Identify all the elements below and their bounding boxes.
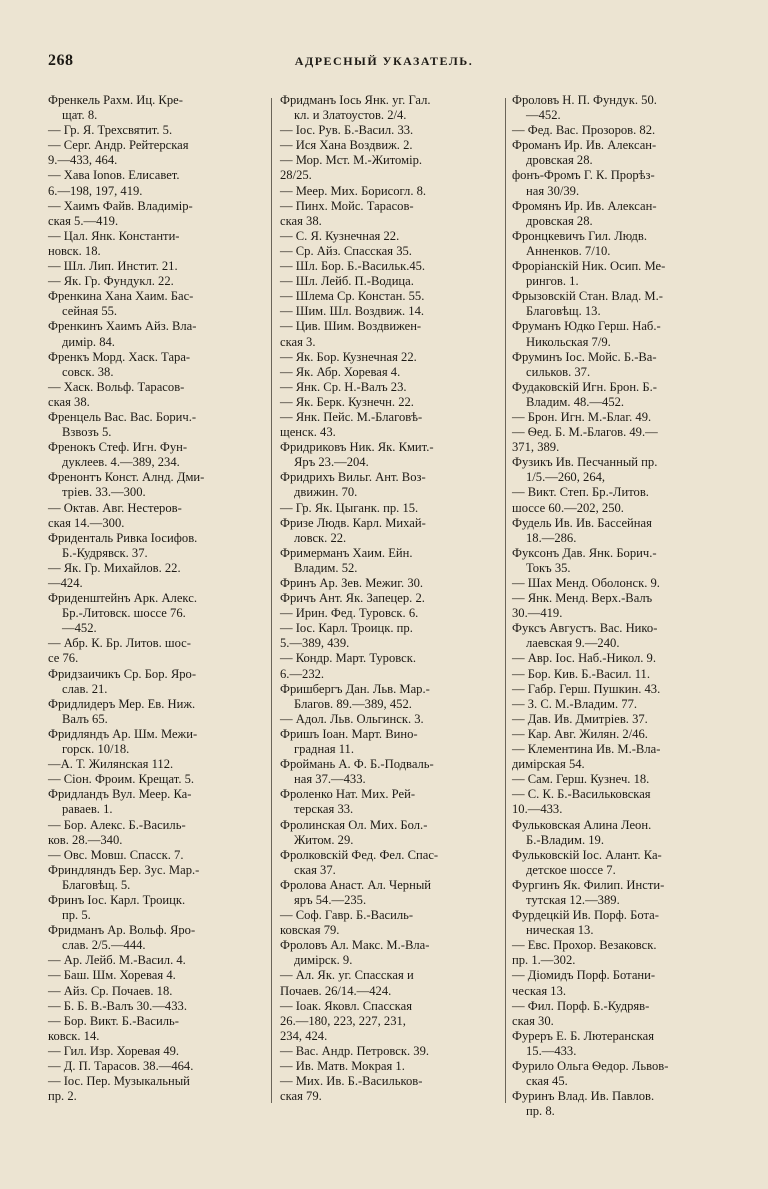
directory-sub-entry: — Овс. Мовш. Спасск. 7.	[48, 847, 184, 862]
directory-sub-entry: — Шим. Шл. Воздвиж. 14.	[280, 304, 425, 319]
directory-entry: Фридриковъ Ник. Як. Кмит.- Яръ 23.—204.	[280, 440, 434, 470]
directory-sub-entry: — Іоак. Яковл. Спасская 26.—180, 223, 227, 231, 234, 424.	[280, 998, 412, 1043]
directory-sub-entry: —А. Т. Жилянская 112.	[48, 757, 174, 772]
directory-entry: Фридманъ Ар. Вольф. Яро- слав. 2/5.—444.	[48, 923, 196, 953]
directory-entry: Фридландъ Вул. Меер. Ка- раваев. 1.	[48, 787, 192, 817]
directory-entry: Фурило Ольга Ѳедор. Львов- ская 45.	[512, 1059, 669, 1089]
directory-sub-entry: — С. Я. Кузнечная 22.	[280, 228, 400, 243]
directory-entry: Фридманъ Іось Янк. уг. Гал. кл. и Златоустов. 2/4.	[280, 93, 431, 123]
directory-entry: Френкина Хана Хаим. Бас- сейная 55.	[48, 289, 194, 319]
directory-sub-entry: — Сам. Герш. Кузнеч. 18.	[512, 772, 650, 787]
directory-entry: Фролинская Ол. Мих. Бол.- Житом. 29.	[280, 817, 428, 847]
directory-sub-entry: — З. С. М.-Владим. 77.	[512, 696, 638, 711]
directory-entry: Фриденштейнъ Арк. Алекс. Бр.-Литовск. шоссе 76. —452.	[48, 591, 197, 636]
directory-sub-entry: — Айз. Ср. Почаев. 18.	[48, 983, 173, 998]
directory-entry: Фридляндъ Ар. Шм. Межи- горск. 10/18.	[48, 726, 198, 757]
directory-entry: Фуринъ Влад. Ив. Павлов. пр. 8.	[512, 1089, 655, 1119]
directory-entry: Фроманъ Ир. Ив. Алексан- дровская 28.	[512, 138, 657, 168]
directory-entry: Фриндляндъ Бер. Зус. Мар.- Благовѣщ. 5.	[48, 862, 200, 892]
directory-sub-entry: — Брон. Игн. М.-Благ. 49.	[512, 409, 652, 424]
directory-entry: Фульковскій Іос. Алант. Ка- детское шоссе 7.	[512, 847, 662, 877]
directory-sub-entry: — Шл. Лип. Инстит. 21.	[48, 259, 178, 274]
directory-sub-entry: — Фил. Порф. Б.-Кудряв- ская 30.	[512, 998, 650, 1028]
directory-sub-entry: — Кар. Авг. Жилян. 2/46.	[512, 726, 648, 741]
column-2	[280, 93, 496, 1104]
directory-sub-entry: — Октав. Авг. Нестеров- ская 14.—300.	[48, 500, 182, 530]
directory-sub-entry: — Гр. Я. Трехсвятит. 5.	[48, 123, 173, 138]
column-divider	[505, 98, 506, 1103]
directory-sub-entry: — Д. П. Тарасов. 38.—464.	[48, 1059, 194, 1073]
directory-sub-entry: — Цал. Янк. Константи- новск. 18.	[48, 228, 180, 258]
directory-entry: Фуреръ Е. Б. Лютеранская 15.—433.	[512, 1028, 655, 1058]
directory-sub-entry: — Янк. Ср. Н.-Валъ 23.	[280, 379, 407, 394]
directory-sub-entry: — Янк. Пейс. М.-Благовѣ- щенск. 43.	[280, 409, 423, 440]
directory-sub-entry: — Хава Іоnов. Елисавет. 6.—198, 197, 419.	[48, 168, 180, 198]
directory-entry: Фридзаичикъ Ср. Бор. Яро- слав. 21.	[48, 666, 197, 696]
directory-sub-entry: — Баш. Шм. Хоревая 4.	[48, 968, 176, 983]
directory-sub-entry: — Як. Бор. Кузнечная 22.	[280, 349, 417, 364]
column-3	[512, 93, 730, 1119]
directory-sub-entry: — Серг. Андр. Рейтерская 9.—433, 464.	[48, 138, 189, 168]
directory-entry: Фургинъ Як. Филип. Инсти- тутская 12.—389.	[512, 877, 665, 907]
directory-entry: Фрызовскій Стан. Влад. М.- Благовѣщ. 13.	[512, 289, 663, 319]
directory-entry: Фроленко Нат. Мих. Рей- терская 33.	[280, 787, 416, 817]
directory-entry: Фромянъ Ир. Ив. Алексан- дровская 28.	[512, 198, 657, 228]
directory-sub-entry: — Хаск. Вольф. Тарасов- ская 38.	[48, 379, 185, 409]
directory-sub-entry: — Ив. Матв. Мокрая 1.	[280, 1059, 405, 1073]
directory-entry: Фролова Анаст. Ал. Черный яръ 54.—235.	[280, 877, 432, 907]
directory-entry: Френцель Вас. Вас. Борич.- Взвозъ 5.	[48, 409, 197, 440]
directory-sub-entry: — Ѳед. Б. М.-Благов. 49.— 371, 389.	[512, 425, 658, 455]
directory-sub-entry: — Шл. Лейб. П.-Водица.	[280, 274, 414, 289]
column-divider	[271, 98, 272, 1103]
page-number: 268	[48, 52, 74, 69]
directory-entry: Фринъ Ар. Зев. Межиг. 30.	[280, 576, 424, 590]
directory-entry: Фурдецкій Ив. Порф. Бота- ническая 13.	[512, 908, 659, 938]
directory-sub-entry: — Ср. Айз. Спасская 35.	[280, 243, 412, 258]
directory-entry: Фримерманъ Хаим. Ейн. Владим. 52.	[280, 545, 413, 575]
directory-sub-entry: — Габр. Герш. Пушкин. 43.	[512, 681, 661, 696]
directory-entry: Френонтъ Конст. Алнд. Дми- тріев. 33.—300.	[48, 470, 205, 500]
directory-sub-entry: — Пинх. Мойс. Тарасов- ская 38.	[280, 198, 414, 228]
directory-entry: Фришбергъ Дан. Льв. Мар.- Благов. 89.—389, 452.	[280, 681, 430, 711]
directory-sub-entry: — Як. Берк. Кузнечн. 22.	[280, 394, 414, 409]
directory-entry: Фруминъ Іос. Мойс. Б.-Ва- сильков. 37.	[512, 349, 657, 379]
directory-entry: Фуксонъ Дав. Янк. Борич.- Токъ 35.	[512, 545, 657, 575]
directory-sub-entry: — Кондр. Март. Туровск. 6.—232.	[280, 651, 417, 681]
directory-sub-entry: — Б. Б. В.-Валъ 30.—433.	[48, 998, 187, 1013]
directory-sub-entry: — Іос. Пер. Музыкальный пр. 2.	[48, 1074, 190, 1104]
directory-entry: Фришъ Іоан. Март. Вино- градная 11.	[280, 726, 418, 757]
directory-sub-entry: — Іос. Карл. Троицк. пр. 5.—389, 439.	[280, 621, 413, 651]
directory-entry: Фроловъ Ал. Макс. М.-Вла- димірск. 9.	[280, 938, 430, 968]
directory-sub-entry: — Ися Хана Воздвиж. 2.	[280, 138, 413, 153]
directory-sub-entry: — Бор. Викт. Б.-Василь- ковск. 14.	[48, 1013, 179, 1043]
directory-entry: Фульковская Алина Леон. Б.-Владим. 19.	[512, 817, 652, 847]
directory-sub-entry: — Адол. Льв. Ольгинск. 3.	[280, 711, 424, 726]
directory-sub-entry: — С. К. Б.-Васильковская 10.—433.	[512, 787, 651, 817]
directory-sub-entry: — Авр. Іос. Наб.-Никол. 9.	[512, 651, 656, 666]
directory-sub-entry: — Як. Гр. Фундукл. 22.	[48, 274, 174, 289]
directory-sub-entry: — Ирин. Фед. Туровск. 6.	[280, 606, 419, 621]
directory-entry: Фроловъ Н. П. Фундук. 50. —452.	[512, 93, 657, 123]
directory-sub-entry: — Евс. Прохор. Везаковск. пр. 1.—302.	[512, 938, 657, 968]
directory-sub-entry: — Абр. К. Бр. Литов. шос- се 76.	[48, 636, 191, 666]
directory-entry: Френкель Рахм. Иц. Кре- щат. 8.	[48, 93, 183, 123]
directory-sub-entry: — Ал. Як. уг. Спасская и Почаев. 26/14.—424.	[280, 968, 414, 998]
directory-entry: Фролковскій Фед. Фел. Спас- ская 37.	[280, 847, 439, 877]
directory-sub-entry: — Викт. Степ. Бр.-Литов. шоссе 60.—202, 250.	[512, 485, 649, 515]
directory-entry: Фроріанскій Ник. Осип. Ме- рингов. 1.	[512, 259, 666, 289]
directory-sub-entry: — Фед. Вас. Прозоров. 82.	[512, 123, 656, 138]
directory-sub-entry: — Хаимъ Файв. Владимір- ская 5.—419.	[48, 198, 193, 228]
directory-sub-entry: — Клементина Ив. М.-Вла- димірская 54.	[512, 742, 661, 772]
directory-entry: Фудаковскій Игн. Брон. Б.- Владим. 48.—452.	[512, 379, 657, 409]
directory-sub-entry: — Гил. Изр. Хоревая 49.	[48, 1043, 180, 1058]
directory-sub-entry: — Меер. Мих. Борисогл. 8.	[280, 183, 427, 198]
directory-entry: Френкъ Морд. Хаск. Тара- совск. 38.	[48, 349, 191, 379]
directory-entry: Фричъ Ант. Як. Запецер. 2.	[280, 591, 425, 606]
directory-entry: Френкинъ Хаимъ Айз. Вла- димір. 84.	[48, 319, 197, 349]
directory-entry: Фриденталь Ривка Іосифов. Б.-Кудрявск. 37.	[48, 530, 198, 560]
directory-sub-entry: — Шах Менд. Оболонск. 9.	[512, 576, 660, 590]
page-header: АДРЕСНЫЙ УКАЗАТЕЛЬ.	[294, 54, 474, 68]
directory-entry: Фринъ Іос. Карл. Троицк. пр. 5.	[48, 892, 186, 923]
directory-entry: фонъ-Фромъ Г. К. Прорѣз- ная 30/39.	[512, 168, 655, 198]
directory-sub-entry: — Іос. Рув. Б.-Васил. 33.	[280, 123, 414, 138]
directory-entry: Фуксъ Августъ. Вас. Нико- лаевская 9.—240.	[512, 621, 658, 651]
directory-sub-entry: — Ар. Лейб. М.-Васил. 4.	[48, 953, 186, 968]
directory-sub-entry: — Бор. Алекс. Б.-Василь- ков. 28.—340.	[48, 817, 186, 847]
directory-sub-entry: — Шлема Ср. Констан. 55.	[280, 289, 425, 304]
directory-sub-entry: — Соф. Гавр. Б.-Василь- ковская 79.	[280, 908, 414, 938]
directory-entry: Фруманъ Юдко Герш. Наб.- Никольская 7/9.	[512, 319, 661, 349]
directory-sub-entry: — Мор. Мст. М.-Житомір. 28/25.	[280, 153, 423, 183]
directory-sub-entry: — Цив. Шим. Воздвижен- ская 3.	[280, 319, 422, 349]
directory-sub-entry: — Гр. Як. Цыганк. пр. 15.	[280, 500, 419, 515]
directory-entry: Фудель Ив. Ив. Бассейная 18.—286.	[512, 515, 652, 545]
directory-sub-entry: — Діомидъ Порф. Ботани- ческая 13.	[512, 968, 656, 998]
column-1	[48, 93, 268, 1104]
directory-sub-entry: — Янк. Менд. Верх.-Валъ 30.—419.	[512, 591, 653, 621]
directory-sub-entry: — Як. Гр. Михайлов. 22. —424.	[48, 560, 181, 590]
directory-entry: Фроймань А. Ф. Б.-Подваль- ная 37.—433.	[280, 757, 434, 787]
directory-entry: Фризе Людв. Карл. Михай- ловск. 22.	[280, 515, 426, 545]
directory-entry: Фридрихъ Вильг. Ант. Воз- движин. 70.	[280, 470, 426, 500]
directory-sub-entry: — Як. Абр. Хоревая 4.	[280, 364, 401, 379]
directory-sub-entry: — Шл. Бор. Б.-Васильк.45.	[280, 259, 426, 274]
directory-sub-entry: — Бор. Кив. Б.-Васил. 11.	[512, 666, 650, 681]
directory-sub-entry: — Вас. Андр. Петровск. 39.	[280, 1043, 430, 1058]
directory-sub-entry: — Мих. Ив. Б.-Васильков- ская 79.	[280, 1074, 423, 1104]
directory-entry: Фронцкевичъ Гил. Людв. Анненков. 7/10.	[512, 228, 648, 258]
directory-entry: Фридлидеръ Мер. Ев. Ниж. Валъ 65.	[48, 696, 196, 726]
directory-sub-entry: — Сіон. Фроим. Крещат. 5.	[48, 772, 195, 787]
directory-sub-entry: — Дав. Ив. Дмитріев. 37.	[512, 711, 648, 726]
directory-entry: Френокъ Стеф. Игн. Фун- дуклеев. 4.—389, 234.	[48, 440, 188, 470]
directory-entry: Фузикъ Ив. Песчанный пр. 1/5.—260, 264,	[512, 455, 658, 485]
